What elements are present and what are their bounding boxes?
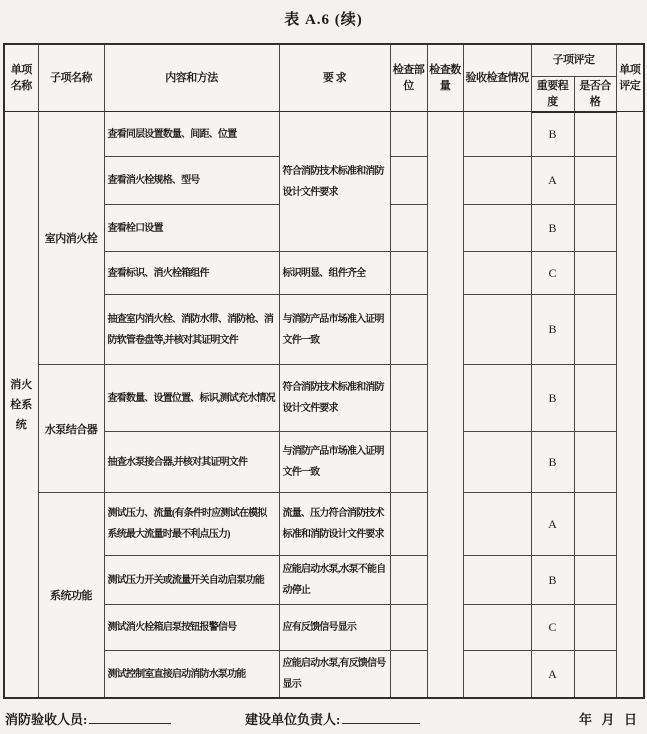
check-location-cell <box>390 295 427 365</box>
qualified-cell <box>574 651 616 699</box>
content-cell: 测试压力、流量(有条件时应测试在模拟系统最大流量时最不利点压力) <box>104 493 279 556</box>
qualified-cell <box>574 157 616 205</box>
fire-inspector-signature <box>5 709 171 728</box>
content-cell: 测试压力开关或流量开关自动启泵功能 <box>104 556 279 605</box>
requirement-cell: 流量、压力符合消防技术标准和消防设计文件要求 <box>279 493 390 556</box>
construction-unit-signature-line <box>342 711 420 724</box>
acceptance-status-cell <box>463 157 531 205</box>
unit-name-label: 消火栓系统 <box>10 378 33 431</box>
acceptance-status-cell <box>463 205 531 252</box>
requirement-cell: 符合消防技术标准和消防设计文件要求 <box>279 365 390 432</box>
importance-cell: B <box>531 432 574 493</box>
col-header-unit-eval: 单项评定 <box>616 44 644 112</box>
check-location-cell <box>390 651 427 699</box>
col-header-acceptance-status: 验收检查情况 <box>463 44 531 112</box>
fire-inspector-signature-line <box>89 711 171 724</box>
col-header-qualified: 是否合格 <box>574 76 616 112</box>
construction-unit-label: 建设单位负责人: <box>245 712 341 727</box>
qualified-cell <box>574 112 616 157</box>
requirement-cell: 应有反馈信号显示 <box>279 605 390 651</box>
col-header-check-location: 检查部位 <box>390 44 427 112</box>
date-label: 年 月 日 <box>578 712 638 727</box>
acceptance-status-cell <box>463 605 531 651</box>
check-location-cell <box>390 493 427 556</box>
content-cell: 查看栓口设置 <box>104 205 279 252</box>
col-header-importance: 重要程度 <box>531 76 574 112</box>
content-cell: 测试控制室直接启动消防水泵功能 <box>104 651 279 699</box>
fire-inspector-label: 消防验收人员: <box>5 712 88 727</box>
col-header-sub-name: 子项名称 <box>38 44 104 112</box>
unit-name-cell <box>4 112 38 699</box>
check-location-cell <box>390 205 427 252</box>
acceptance-status-cell <box>463 295 531 365</box>
importance-cell: B <box>531 556 574 605</box>
acceptance-status-cell <box>463 651 531 699</box>
importance-cell: B <box>531 365 574 432</box>
check-location-cell <box>390 432 427 493</box>
importance-cell: A <box>531 651 574 699</box>
importance-cell: C <box>531 252 574 295</box>
check-location-cell <box>390 157 427 205</box>
content-cell: 查看同层设置数量、间距、位置 <box>104 112 279 157</box>
qualified-cell <box>574 205 616 252</box>
qualified-cell <box>574 605 616 651</box>
acceptance-status-cell <box>463 493 531 556</box>
signature-footer <box>0 709 647 731</box>
content-cell: 抽查水泵接合器,并核对其证明文件 <box>104 432 279 493</box>
content-cell: 查看数量、设置位置、标识,测试充水情况 <box>104 365 279 432</box>
qualified-cell <box>574 556 616 605</box>
acceptance-status-cell <box>463 432 531 493</box>
table-title: 表 A.6 (续) <box>284 12 363 28</box>
sub-name-cell: 室内消火栓 <box>38 112 104 365</box>
qualified-cell <box>574 365 616 432</box>
qualified-cell <box>574 295 616 365</box>
check-location-cell <box>390 605 427 651</box>
importance-cell: A <box>531 493 574 556</box>
check-location-cell <box>390 365 427 432</box>
importance-cell: C <box>531 605 574 651</box>
content-cell: 查看标识、消火栓箱组件 <box>104 252 279 295</box>
qualified-cell <box>574 432 616 493</box>
check-location-cell <box>390 252 427 295</box>
col-header-sub-eval: 子项评定 <box>531 44 616 76</box>
col-header-check-quantity: 检查数量 <box>427 44 463 112</box>
requirement-cell: 与消防产品市场准入证明文件一致 <box>279 432 390 493</box>
importance-cell: B <box>531 112 574 157</box>
check-quantity-cell <box>427 112 463 699</box>
col-header-content-method: 内容和方法 <box>104 44 279 112</box>
requirement-cell: 标识明显、组件齐全 <box>279 252 390 295</box>
inspection-table <box>3 43 645 699</box>
acceptance-status-cell <box>463 365 531 432</box>
acceptance-status-cell <box>463 252 531 295</box>
qualified-cell <box>574 252 616 295</box>
col-header-requirement: 要 求 <box>279 44 390 112</box>
sub-name-cell: 水泵结合器 <box>38 365 104 493</box>
content-cell: 测试消火栓箱启泵按钮报警信号 <box>104 605 279 651</box>
acceptance-status-cell <box>463 556 531 605</box>
check-location-cell <box>390 112 427 157</box>
requirement-cell: 应能启动水泵,有反馈信号显示 <box>279 651 390 699</box>
importance-cell: A <box>531 157 574 205</box>
content-cell: 查看消火栓规格、型号 <box>104 157 279 205</box>
requirement-cell: 应能启动水泵,水泵不能自动停止 <box>279 556 390 605</box>
requirement-cell: 符合消防技术标准和消防设计文件要求 <box>279 112 390 252</box>
importance-cell: B <box>531 205 574 252</box>
construction-unit-signature <box>245 709 420 728</box>
unit-eval-cell <box>616 112 644 699</box>
sub-name-cell: 系统功能 <box>38 493 104 699</box>
col-header-unit-name: 单项名称 <box>4 44 38 112</box>
qualified-cell <box>574 493 616 556</box>
check-location-cell <box>390 556 427 605</box>
acceptance-status-cell <box>463 112 531 157</box>
content-cell: 抽查室内消火栓、消防水带、消防枪、消防软管卷盘等,并核对其证明文件 <box>104 295 279 365</box>
importance-cell: B <box>531 295 574 365</box>
requirement-cell: 与消防产品市场准入证明文件一致 <box>279 295 390 365</box>
